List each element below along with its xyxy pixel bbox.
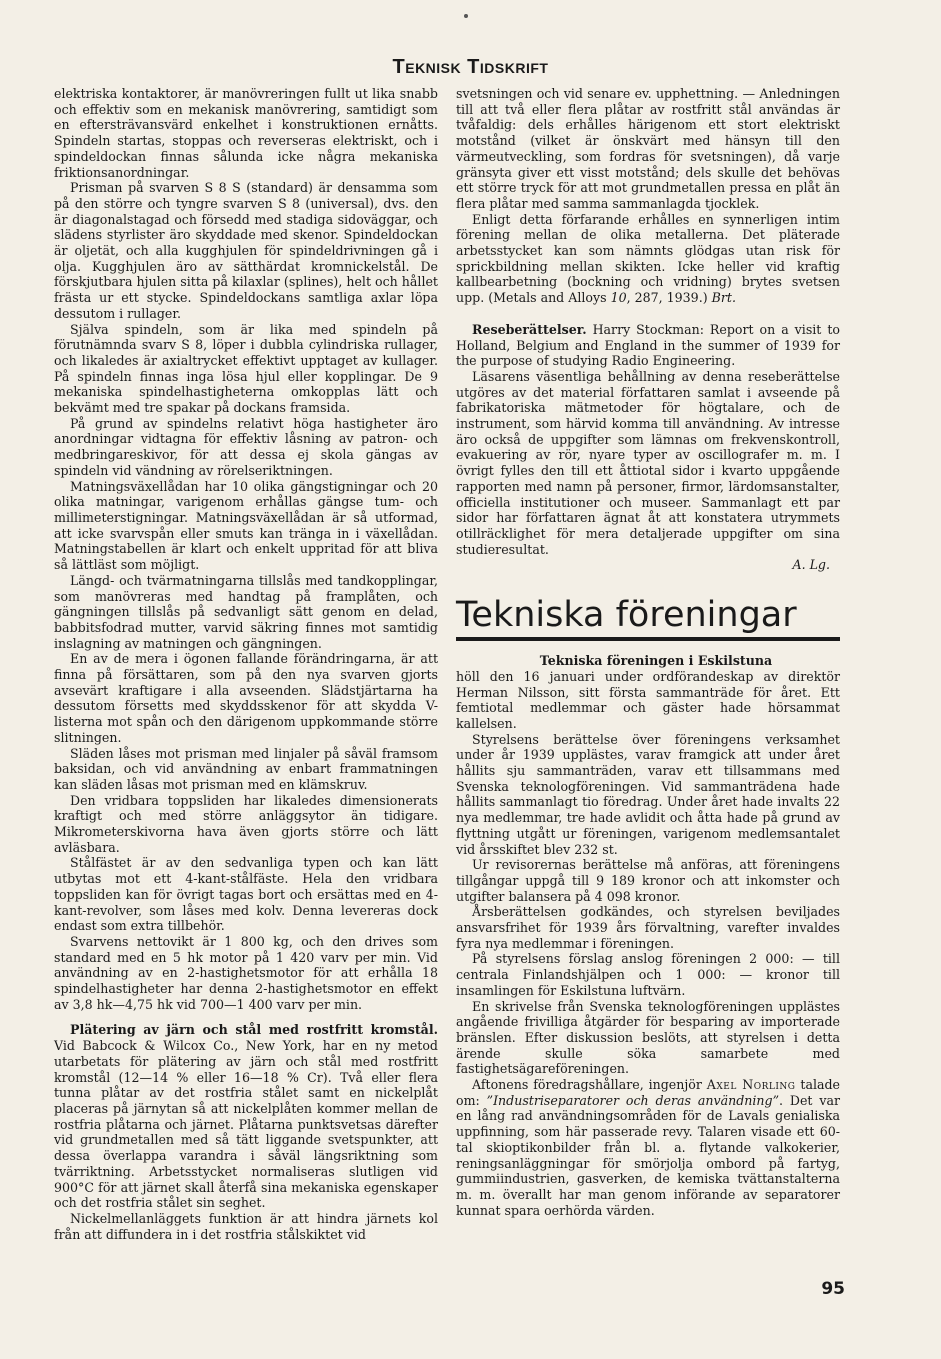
paragraph: Aftonens föredragshållare, ingenjör Axel Norling talade om: ”Industriseparatorer och deras användning”. Det var en lång rad användningsområden för de Lavals genialiska uppfinning, som här passerade revy. Talaren visade ett 60-tal skioptikonbilder från bl. a. flytande valkokerier, reningsanläggningar för smörjolja ombord på fartyg, gummiindustrien, gasverken, de kemiska tvättanstalterna m. m. överallt har man genom införande av separatorer kunnat spara oerhörda värden. [456,1077,840,1218]
article-body: Vid Babcock & Wilcox Co., New York, har en ny metod utarbetats för plätering av järn och stål med rostfritt kromstål (12—14 % eller 16—18 % Cr). Två eller flera tunna plåtar av det rostfria stålet samt en nickelplåt placeras på järnytan så att nickelplåten kommer mellan de rostfria plåtarna och järnet. Plåtarna punktsvetsas därefter vid grundmetallen med så tätt liggande svetspunkter, att dessa överlappa varandra i såväl längsriktning som tvärriktning. Arbetsstycket normaliseras slutligen vid 900°C för att järnet skall återfå sina mekaniska egenskaper och det rostfria stålet sin seghet. [54,1038,438,1211]
paragraph: Årsberättelsen godkändes, och styrelsen beviljades ansvarsfrihet för 1939 års förvaltning, varefter invaldes fyra nya medlemmar i föreningen. [456,904,840,951]
author-signature: Brt. [711,290,736,306]
paragraph: Enligt detta förfarande erhålles en synnerligen intim förening mellan de olika metallerna. Det pläterade arbetsstycket kan som nämnts glödgas utan risk för sprickbildning mellan skikten. Icke heller vid kraftig kallbearbetning (bockning och vridning) brytes svetsen upp. (Metals and Alloys 10, 287, 1939.) Brt. [456,211,840,306]
author-signature: A. Lg. [792,557,830,573]
paragraph: Nickelmellanläggets funktion är att hindra järnets kol från att diffundera in i det rostfria stålskiktet vid [54,1210,438,1242]
paragraph: svetsningen och vid senare ev. upphettning. — Anledningen till att två eller flera plåtar av rostfritt stål användas är tvåfaldig: dels erhålles härigenom ett stort elektriskt motstånd (vilket är önskvärt med hänsyn till den värmeutveckling, som fordras för svetsningen), då varje gränsyta giver ett visst motstånd; dels skulle det behövas ett större tryck för att mot grundmetallen pressa en plåt än flera plåtar med samma sammanlagda tjocklek. [456,86,840,211]
right-column [456,86,840,1218]
article-heading: Plätering av järn och stål med rostfritt kromstål. [70,1022,438,1038]
print-speck [464,14,468,18]
paragraph: På styrelsens förslag anslog föreningen 2 000: — till centrala Finlandshjälpen och 1 000: — kronor till insamlingen för Eskilstuna luftvärn. [456,951,840,998]
paragraph: En skrivelse från Svenska teknologföreningen upplästes angående frivilliga åtgärder för besparing av importerade bränslen. Efter diskussion beslöts, att styrelsen i detta ärende skulle söka samarbete med fastighetsägareföreningen. [456,998,840,1077]
paragraph: Längd- och tvärmatningarna tillslås med tandkopplingar, som manövreras med handtag på framplåten, och gängningen tillslås på sedvanligt sätt genom en delad, babbitsfodrad mutter, varvid säkring finnes mot samtidig inslagning av matningen och gängningen. [54,572,438,651]
paragraph: Den vridbara toppsliden har likaledes dimensionerats kraftigt och med större anläggsytor än tidigare. Mikrometerskivorna hava även gjorts större och lätt avläsbara. [54,792,438,855]
speaker-name: Axel Norling [706,1077,796,1093]
running-header: Teknisk Tidskrift [392,56,549,78]
paragraph: Matningsväxellådan har 10 olika gängstigningar och 20 olika matningar, varigenom erhållas gängse tum- och millimeterstigningar. Matningsväxellådan är så utformad, att icke svarvspån eller smuts kan tränga in i växellådan. Matningstabellen är klart och enkelt uppritad för att bliva så lättläst som möjligt. [54,478,438,573]
paragraph: höll den 16 januari under ordförandeskap av direktör Herman Nilsson, sitt första sammanträde för året. Ett femtiotal medlemmar och gäster hade hörsammat kallelsen. [456,668,840,731]
paragraph: Ur revisorernas berättelse må anföras, att föreningens tillgångar uppgå till 9 189 kronor och att inkomster och utgifter balansera på 4 098 kronor. [456,857,840,904]
paragraph: Själva spindeln, som är lika med spindeln på förutnämnda svarv S 8, löper i dubbla cylindriska rullager, och likaledes är axialtrycket effektivt upptaget av kullager. På spindeln finnas inga lösa hjul eller kopplingar. De 9 mekaniska spindelhastigheterna omkopplas lätt och bekvämt med tre spakar på dockans framsida. [54,321,438,416]
paragraph: Svarvens nettovikt är 1 800 kg, och den drives som standard med en 5 hk motor på 1 420 varv per min. Vid användning av en 2-hastighetsmotor för att erhålla 18 spindelhastigheter har denna 2-hastighetsmotor en effekt av 3,8 hk—4,75 hk vid 700—1 400 varv per min. [54,933,438,1012]
paragraph: Släden låses mot prisman med linjaler på såväl framsom baksidan, och vid användning av enbart frammatningen kan släden låsas mot prisman med en klämskruv. [54,745,438,792]
paragraph: Prisman på svarven S 8 S (standard) är densamma som på den större och tyngre svarven S 8 (universal), dvs. den är diagonalstagad och försedd med stadiga sidoväggar, och slädens styrlister äro skyddade med skenor. Spindeldockan är oljetät, och alla kugghjulen för spindeldrivningen gå i olja. Kugghjulen äro av sätthärdat kromnickelstål. De förskjutbara hjulen sitta på kilaxlar (splines), helt och hållet frästa ur ett stycke. Spindeldockans samtliga axlar löpa dessutom i rullager. [54,180,438,321]
volume-number: 10 [610,290,627,306]
section-title: Tekniska föreningar [456,595,797,636]
article-paragraph [54,1022,438,1210]
review-body: Harry Stockman: Report on a visit to Holland, Belgium and England in the summer of 1939 for the purpose of studying Radio Engineering. [456,321,840,369]
lecture-title: ”Industriseparatorer och deras användning” [486,1092,780,1108]
paragraph: En av de mera i ögonen fallande förändringarna, är att finna på försättaren, som på den nya svarven gjorts avsevärt kraftigare i alla avseenden. Slädstjärtarna ha dessutom försetts med skyddsskenor för att skydda V-listerna mot spån och den därigenom uppkommande större slitningen. [54,651,438,745]
review-heading: Reseberättelser. [472,321,587,337]
paragraph: Styrelsens berättelse över föreningens verksamhet under år 1939 upplästes, varav framgick att under året hållits sju sammanträden, varav ett tillsammans med Svenska teknologföreningen. Vid sammanträdena hade hållits sammanlagt tio föredrag. Under året hade invalts 22 nya medlemmar, tre hade avlidit och åtta hade på grund av flyttning utgått ur föreningen, varigenom medlemsantalet vid årsskiftet blev 232 st. [456,731,840,857]
sub-heading: Tekniska föreningen i Eskilstuna [539,653,773,669]
section-rule [456,637,840,641]
paragraph: Stålfästet är av den sedvanliga typen och kan lätt utbytas mot ett 4-kant-stålfäste. Hela den vridbara toppsliden kan för övrigt tagas bort och ersättas med en 4-kant-revolver, som låses med kolv. Denna levereras dock endast som extra tillbehör. [54,855,438,934]
paragraph: elektriska kontaktorer, är manövreringen fullt ut lika snabb och effektiv som en mekanisk manövrering, samtidigt som en eftersträvansvärd enkelhet i konstruktionen ernåtts. Spindeln startas, stoppas och reverseras elektriskt, och i spindeldockan finnas sålunda icke några mekaniska friktionsanordningar. [54,86,438,180]
page-number: 95 [821,1279,845,1299]
left-column [54,86,438,1242]
paragraph: Läsarens väsentliga behållning av denna reseberättelse utgöres av det material författaren samlat i avseende på fabrikatoriska mätmetoder för högtalare, och de instrument, som härvid komma till användning. Av intresse äro också de uppgifter som lämnas om frekvenskontroll, evakuering av rör, nyare typer av oscillografer m. m. I övrigt fylles den till ett åttiotal sidor i kvarto uppgående rapporten med namn på personer, firmor, lärdomsanstalter, officiella institutioner och museer. Sammanlagt ett par sidor har författaren ägnat åt att konstatera utrymmets otillräcklighet för mera detaljerade uppgifter om sina studieresultat. [456,368,840,557]
paragraph: På grund av spindelns relativt höga hastigheter äro anordningar vidtagna för effektiv låsning av patron- och medbringareskivor, för att dessa ej skola gängas av spindeln vid vändning av rörelseriktningen. [54,415,438,478]
review-paragraph [456,322,840,369]
